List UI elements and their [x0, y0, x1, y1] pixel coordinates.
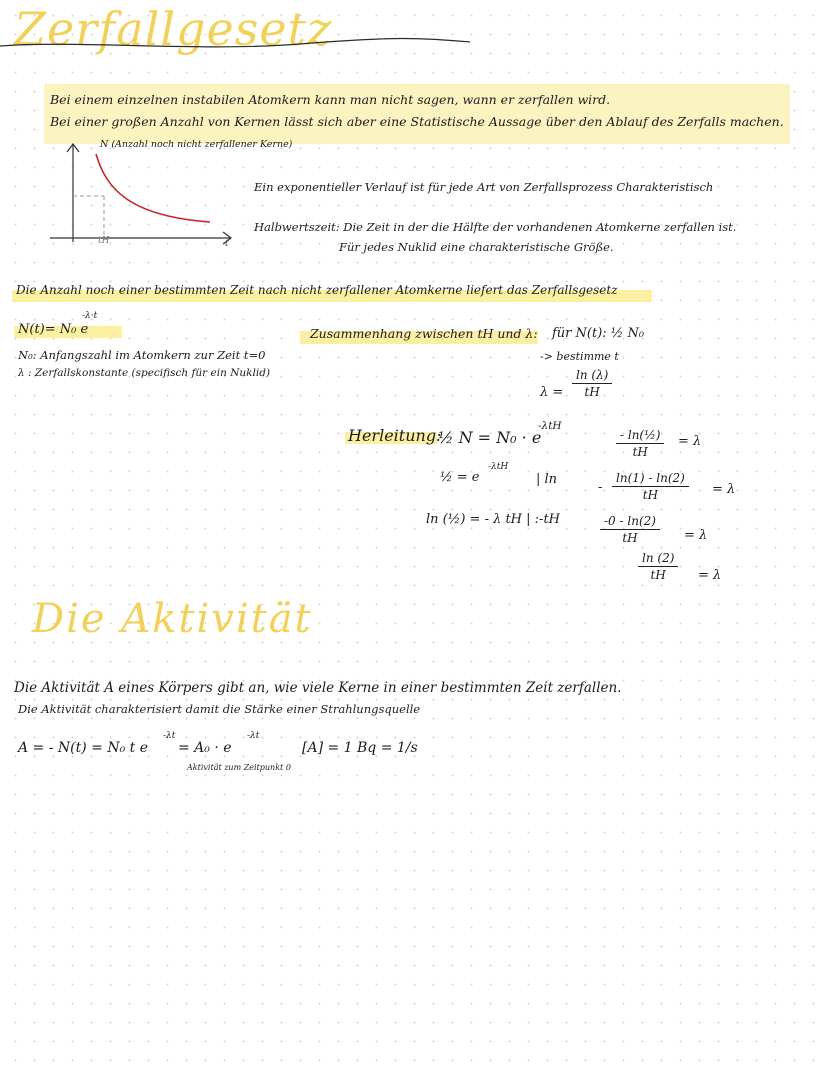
graph-y-label: N (Anzahl noch nicht zerfallener Kerne)	[100, 139, 293, 150]
result-2-prefix: -	[598, 480, 603, 495]
result-2-rhs: = λ	[712, 482, 736, 497]
intro-line-1: Bei einem einzelnen instabilen Atomkern kann man nicht sagen, wann er zerfallen wird.	[50, 92, 611, 107]
activity-title: Die Aktivität	[32, 596, 313, 642]
result-1-fraction	[616, 428, 664, 459]
halflife-line-2: Für jedes Nuklid eine charakteristische Größe.	[339, 240, 614, 254]
derivation-label: Herleitung:	[348, 426, 442, 445]
result-3-num: -0 - ln(2)	[600, 514, 660, 530]
law-formula: N(t)= N₀ e	[18, 322, 89, 337]
result-1-den: tH	[632, 445, 648, 459]
relation-determine: -> bestimme t	[540, 350, 619, 363]
result-2-num: ln(1) - ln(2)	[612, 471, 689, 487]
result-4-num: ln (2)	[638, 551, 678, 567]
relation-condition: für N(t): ½ N₀	[552, 326, 645, 341]
derivation-step-2-exponent: -λtH	[488, 462, 509, 472]
page-title: Zerfallgesetz	[14, 2, 333, 56]
relation-heading: Zusammenhang zwischen tH und λ:	[310, 326, 538, 341]
derivation-step-2: ½ = e	[440, 470, 480, 485]
decay-curve	[96, 154, 210, 222]
result-3-fraction	[600, 514, 660, 545]
derivation-step-1: ½ N = N₀ · e	[438, 428, 542, 447]
result-1-rhs: = λ	[678, 434, 702, 449]
relation-lhs: λ =	[540, 385, 564, 400]
graph-tick-label: tH	[98, 236, 110, 246]
law-sentence: Die Anzahl noch einer bestimmten Zeit nach nicht zerfallener Atomkerne liefert das Zerfallsgesetz	[16, 283, 618, 297]
relation-den: tH	[584, 385, 600, 399]
activity-formula: A = - N(t) = N₀ t e	[18, 740, 149, 756]
intro-line-2: Bei einer großen Anzahl von Kernen lässt sich aber eine Statistische Aussage über den Ablauf des Zerfalls machen.	[50, 114, 784, 129]
result-3-den: tH	[622, 531, 638, 545]
law-formula-exponent: -λ·t	[82, 311, 98, 321]
n0-definition: N₀: Anfangszahl im Atomkern zur Zeit t=0	[18, 348, 266, 362]
derivation-step-3: ln (½) = - λ tH | :-tH	[426, 512, 560, 527]
graph-x-label: t	[225, 239, 229, 249]
halflife-line-1: Halbwertszeit: Die Zeit in der die Hälfte der vorhandenen Atomkerne zerfallen ist.	[254, 220, 737, 234]
exp-note: Ein exponentieller Verlauf ist für jede Art von Zerfallsprozess Charakteristisch	[254, 180, 714, 194]
relation-fraction	[572, 368, 612, 399]
result-4-fraction	[638, 551, 678, 582]
derivation-step-1-exponent: -λtH	[538, 420, 562, 432]
relation-num: ln (λ)	[572, 368, 612, 384]
activity-line-1: Die Aktivität A eines Körpers gibt an, wie viele Kerne in einer bestimmten Zeit zerfallen.	[14, 680, 622, 696]
title-underline	[0, 0, 828, 60]
activity-formula-exponent: -λt	[163, 731, 176, 741]
result-2-fraction	[612, 471, 689, 502]
activity-unit: [A] = 1 Bq = 1/s	[302, 740, 418, 756]
derivation-step-2-operation: | ln	[536, 472, 558, 487]
activity-annotation: Aktivität zum Zeitpunkt 0	[187, 763, 291, 772]
result-2-den: tH	[642, 488, 659, 502]
result-4-den: tH	[650, 568, 666, 582]
activity-line-2: Die Aktivität charakterisiert damit die Stärke einer Strahlungsquelle	[18, 702, 421, 716]
activity-formula-2: = A₀ · e	[178, 740, 232, 756]
result-1-num: - ln(½)	[616, 428, 664, 444]
result-4-rhs: = λ	[698, 568, 722, 583]
activity-formula-2-exponent: -λt	[247, 731, 260, 741]
lambda-definition: λ : Zerfallskonstante (specifisch für ein Nuklid)	[18, 367, 271, 379]
result-3-rhs: = λ	[684, 528, 708, 543]
